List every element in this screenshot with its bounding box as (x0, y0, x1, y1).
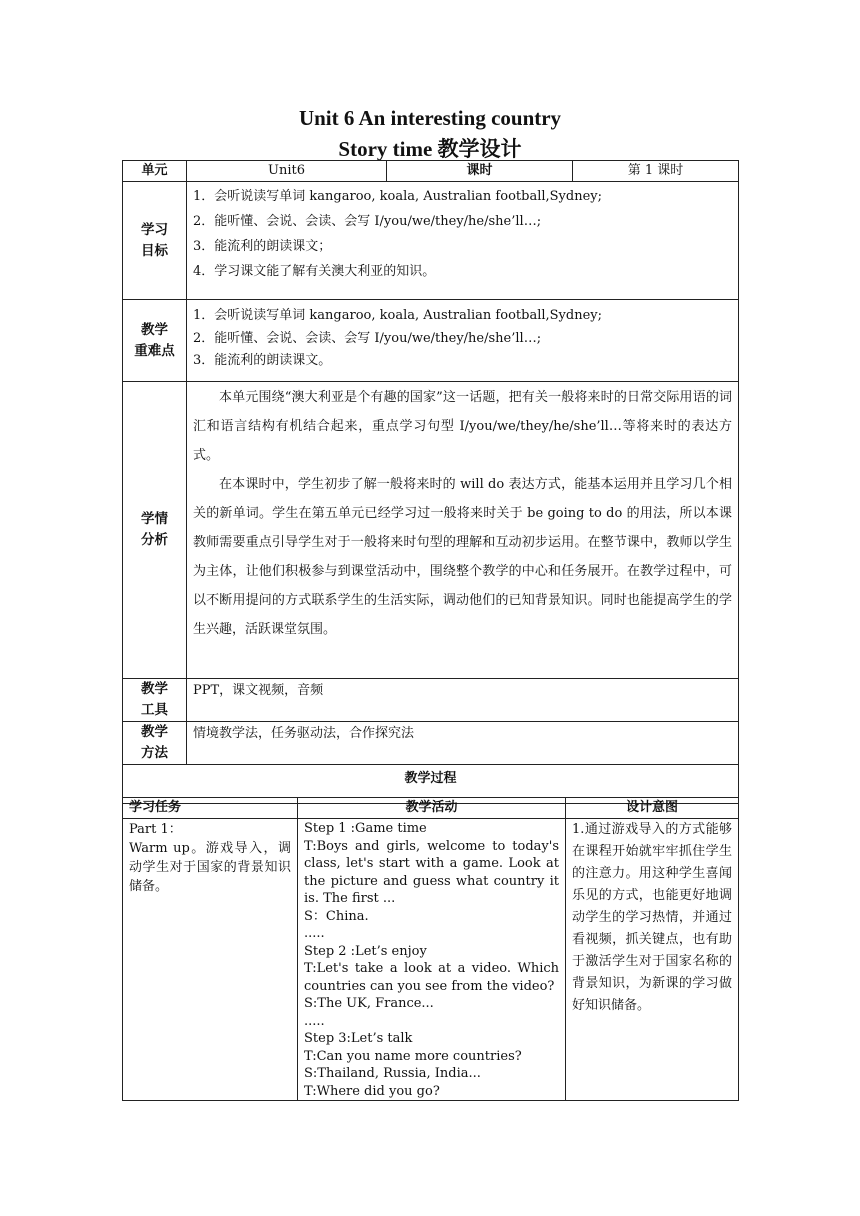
key-points-label (123, 300, 187, 382)
activity-line: ..... (304, 926, 325, 941)
objectives-label-text: 学习 目标 (141, 221, 168, 259)
methods-label (123, 722, 187, 765)
header-row (123, 161, 739, 182)
key-points-row (123, 300, 739, 382)
task-header: 学习任务 (123, 798, 298, 819)
tools-content: PPT，课文视频，音频 (187, 679, 739, 722)
activity-line: T:Where did you go? (304, 1083, 440, 1099)
activity-line: S：China. (304, 908, 369, 924)
objective-item: 4．学习课文能了解有关澳大利亚的知识。 (193, 264, 436, 279)
activity-line: S:The UK, France... (304, 996, 434, 1011)
lesson-label: 课时 (387, 161, 573, 182)
lesson-value: 第 1 课时 (573, 161, 739, 182)
key-point-item: 3．能流利的朗读课文。 (193, 353, 332, 368)
objective-item: 1．会听说读写单词 kangaroo, koala, Australian football,Sydney; (193, 189, 602, 204)
analysis-label (123, 382, 187, 679)
unit-value: Unit6 (187, 161, 387, 182)
analysis-content (187, 382, 739, 679)
tools-label-text: 教学 工具 (141, 681, 168, 718)
process-title: 教学过程 (123, 765, 739, 804)
key-point-item: 2．能听懂、会说、会读、会写 I/you/we/they/he/she’ll…; (193, 331, 542, 346)
objectives-content (187, 182, 739, 300)
part1-activity (298, 819, 566, 1101)
methods-content: 情境教学法，任务驱动法，合作探究法 (187, 722, 739, 765)
activity-line: T:Boys and girls, welcome to today's class, let's start with a game. Look at the picture and guess what country it is. The first ... (304, 838, 559, 906)
methods-label-text: 教学 方法 (141, 724, 168, 761)
activity-line: Step 1 :Game time (304, 821, 427, 836)
key-point-item: 1．会听说读写单词 kangaroo, koala, Australian football,Sydney; (193, 308, 602, 323)
analysis-paragraph-2: 在本课时中，学生初步了解一般将来时的 will do 表达方式，能基本运用并且学习几个相关的新单词。学生在第五单元已经学习过一般将来时关于 be going to do 的用法，所以本课教师需要重点引导学生对于一般将来时句型的理解和互动初步运用。在整节课中，教师以学生为主体，让他们积极参与到课堂活动中，围绕整个教学的中心和任务展开。在教学过程中，可以不断用提问的方式联系学生的生活实际，调动他们的已知背景知识。同时也能提高学生的学生兴趣，活跃课堂氛围。 (193, 477, 732, 637)
key-points-label-text: 教学 重难点 (134, 321, 175, 359)
part1-task-title: Part 1： (129, 822, 182, 837)
tools-row (123, 679, 739, 722)
objective-item: 2．能听懂、会说、会读、会写 I/you/we/they/he/she’ll…; (193, 214, 542, 229)
intent-header: 设计意图 (566, 798, 739, 819)
part1-row (123, 819, 739, 1101)
tools-label (123, 679, 187, 722)
activity-line: T:Let's take a look at a video. Which countries can you see from the video? (304, 961, 559, 994)
activity-line: Step 2 :Let’s enjoy (304, 943, 427, 959)
methods-row (123, 722, 739, 765)
activity-line: ..... (304, 1013, 325, 1029)
activity-line: S:Thailand, Russia, India... (304, 1066, 481, 1081)
analysis-paragraph-1: 本单元围绕“澳大利亚是个有趣的国家”这一话题，把有关一般将来时的日常交际用语的词汇和语言结构有机结合起来，重点学习句型 I/you/we/they/he/she’ll…等将来时的表达方式。 (193, 390, 732, 463)
activity-line: T:Can you name more countries? (304, 1048, 522, 1064)
document-title: Unit 6 An interesting country (298, 106, 562, 130)
part1-intent: 1.通过游戏导入的方式能够在课程开始就牢牢抓住学生的注意力。用这种学生喜闻乐见的方式，也能更好地调动学生的学习热情，并通过看视频，抓关键点，也有助于激活学生对于国家名称的背景知识，为新课的学习做好知识储备。 (566, 819, 739, 1101)
analysis-label-text: 学情 分析 (141, 511, 168, 548)
lesson-info-table (122, 160, 739, 804)
objectives-row (123, 182, 739, 300)
key-points-content (187, 300, 739, 382)
objective-item: 3．能流利的朗读课文； (193, 239, 332, 254)
analysis-row (123, 382, 739, 679)
document-subtitle: Story time 教学设计 (338, 137, 522, 161)
activity-header: 教学活动 (298, 798, 566, 819)
part1-task (123, 819, 298, 1101)
teaching-process-table (122, 797, 739, 1101)
part1-task-desc: Warm up。游戏导入，调动学生对于国家的背景知识储备。 (129, 841, 291, 894)
activity-line: Step 3:Let’s talk (304, 1031, 413, 1046)
unit-label: 单元 (123, 161, 187, 182)
process-header-row (123, 798, 739, 819)
objectives-label (123, 182, 187, 300)
